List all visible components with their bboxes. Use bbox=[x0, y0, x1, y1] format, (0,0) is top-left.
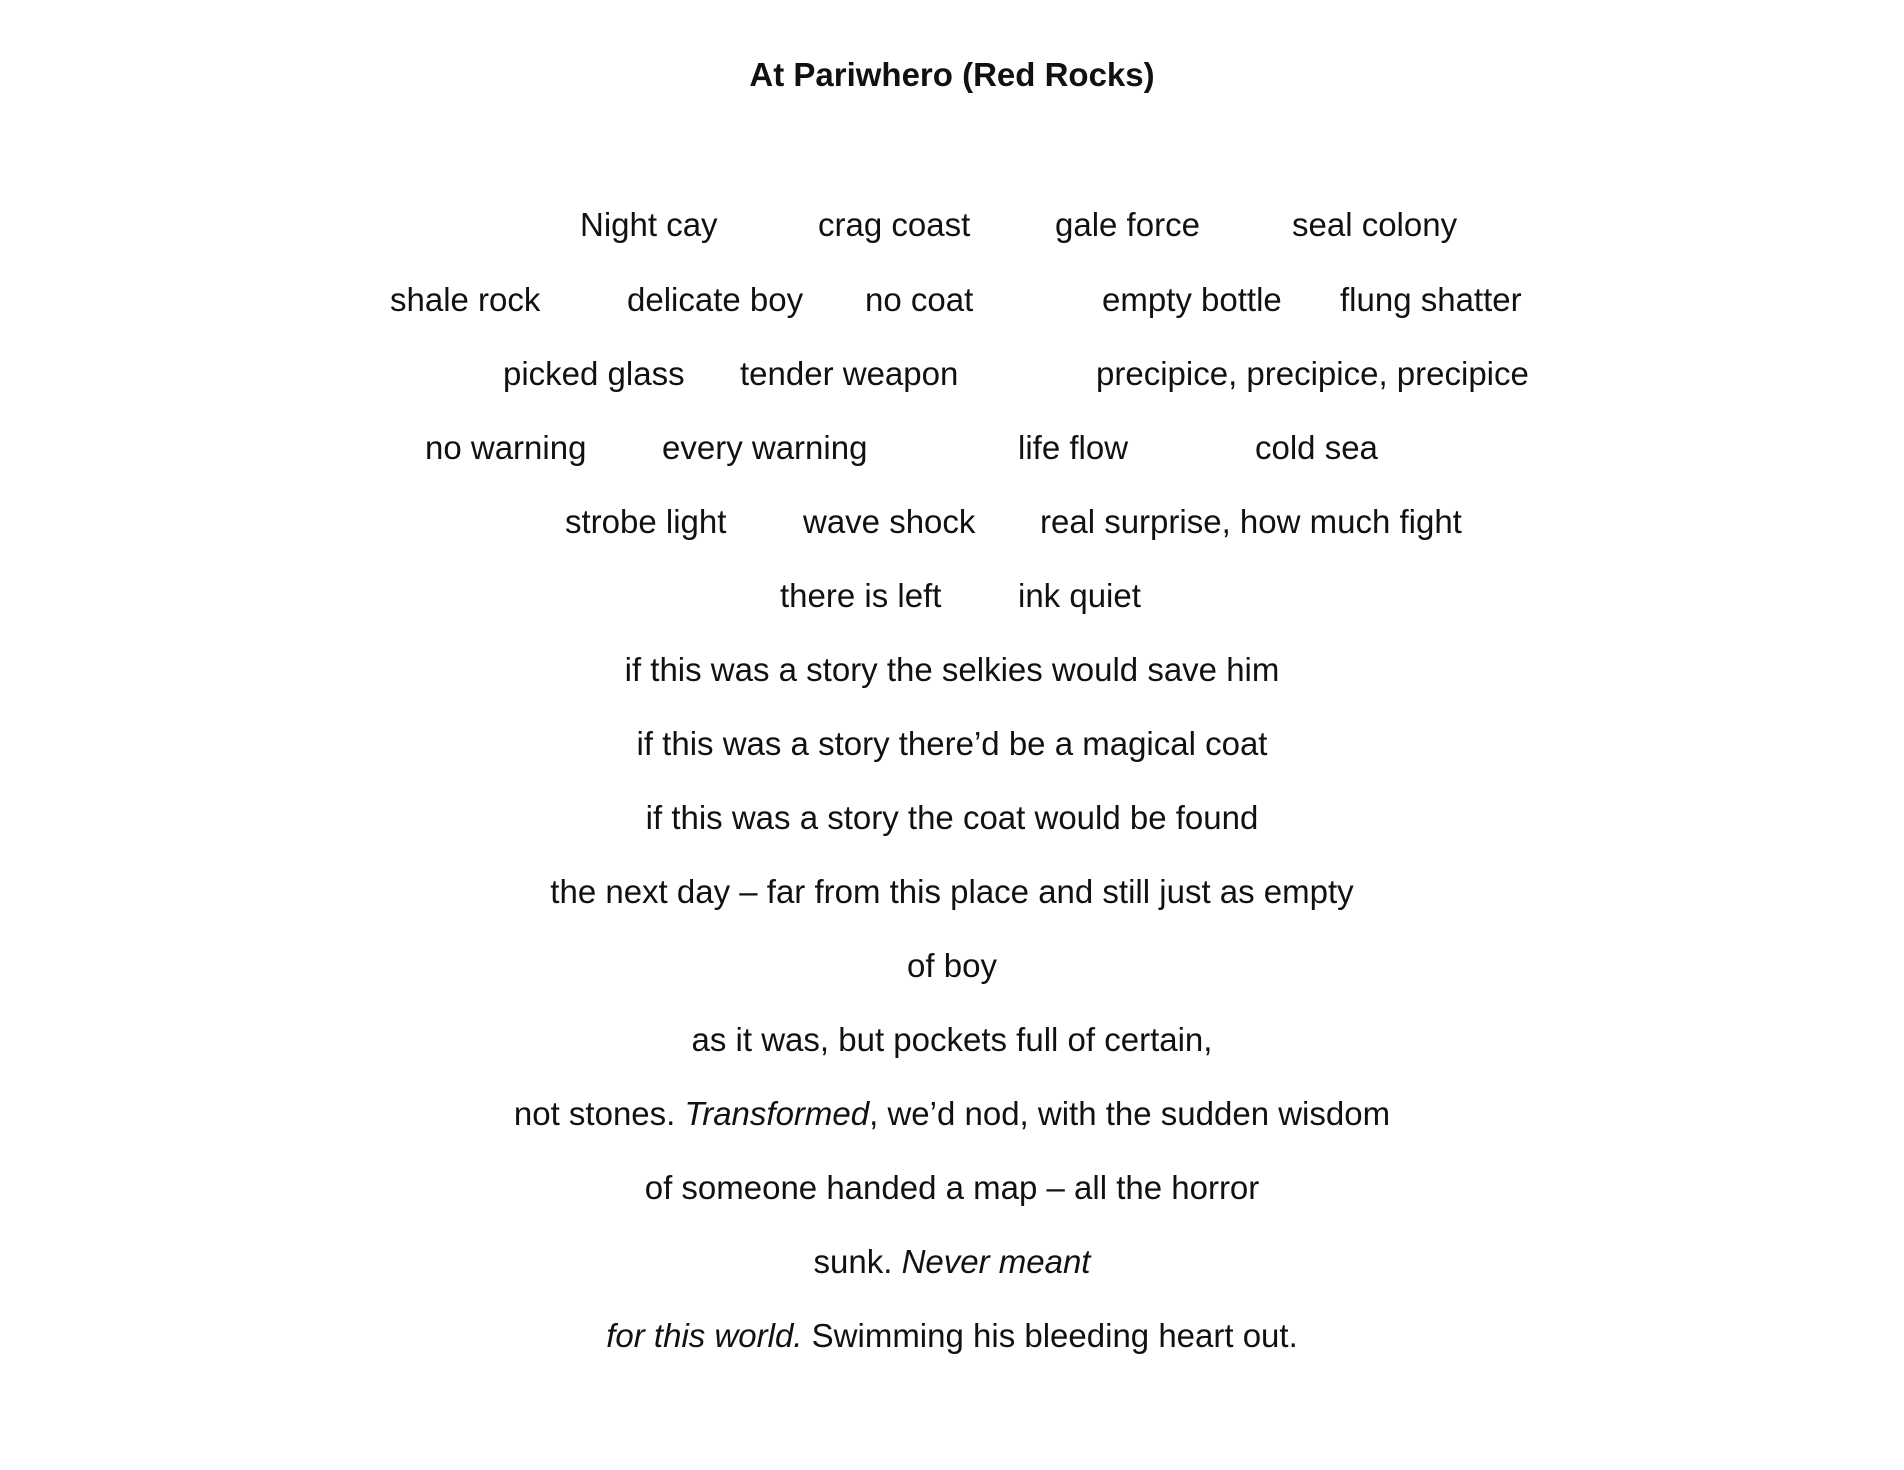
poem-line-segment: not stones. bbox=[513, 1095, 685, 1132]
poem-line-italic: Never meant bbox=[901, 1243, 1091, 1280]
poem-fragment: every warning bbox=[662, 429, 868, 466]
poem-line-segment: Swimming his bleeding heart out. bbox=[802, 1317, 1298, 1354]
poem-line: of someone handed a map – all the horror bbox=[644, 1169, 1260, 1206]
poem-line bbox=[0, 1094, 1904, 1134]
poem-fragment: shale rock bbox=[390, 281, 541, 318]
poem-line-italic: Transformed bbox=[684, 1095, 870, 1132]
poem-fragment: delicate boy bbox=[627, 281, 804, 318]
poem-line-italic: for this world. bbox=[606, 1317, 803, 1354]
poem-fragment: there is left bbox=[780, 577, 942, 614]
poem-line: if this was a story there’d be a magical coat bbox=[636, 725, 1268, 762]
poem-fragment: strobe light bbox=[565, 503, 727, 540]
poem-line: as it was, but pockets full of certain, bbox=[691, 1021, 1213, 1058]
poem-fragment: crag coast bbox=[818, 206, 971, 243]
poem-line: of boy bbox=[907, 947, 997, 984]
poem-line: if this was a story the selkies would save him bbox=[624, 651, 1280, 688]
poem-fragment: seal colony bbox=[1292, 206, 1458, 243]
poem-fragment: life flow bbox=[1018, 429, 1129, 466]
poem-line bbox=[0, 1242, 1904, 1282]
poem-fragment: no warning bbox=[425, 429, 587, 466]
poem-fragment: cold sea bbox=[1255, 429, 1378, 466]
poem-line: if this was a story the coat would be found bbox=[645, 799, 1259, 836]
poem-line-segment: sunk. bbox=[813, 1243, 902, 1280]
poem-fragment: no coat bbox=[865, 281, 974, 318]
poem-line: the next day – far from this place and still just as empty bbox=[550, 873, 1354, 910]
poem-line bbox=[0, 1316, 1904, 1356]
poem-fragment: gale force bbox=[1055, 206, 1200, 243]
poem-fragment: real surprise, how much fight bbox=[1040, 503, 1462, 540]
poem-fragment: Night cay bbox=[580, 206, 718, 243]
poem-fragment: empty bottle bbox=[1102, 281, 1282, 318]
poem-fragment: picked glass bbox=[503, 355, 685, 392]
poem-fragment: ink quiet bbox=[1018, 577, 1141, 614]
poem-fragment: precipice, precipice, precipice bbox=[1096, 355, 1529, 392]
poem-fragment: wave shock bbox=[803, 503, 976, 540]
poem-fragment: flung shatter bbox=[1340, 281, 1522, 318]
poem-fragment: tender weapon bbox=[740, 355, 959, 392]
poem-title: At Pariwhero (Red Rocks) bbox=[749, 56, 1155, 93]
poem-line-segment: , we’d nod, with the sudden wisdom bbox=[869, 1095, 1391, 1132]
